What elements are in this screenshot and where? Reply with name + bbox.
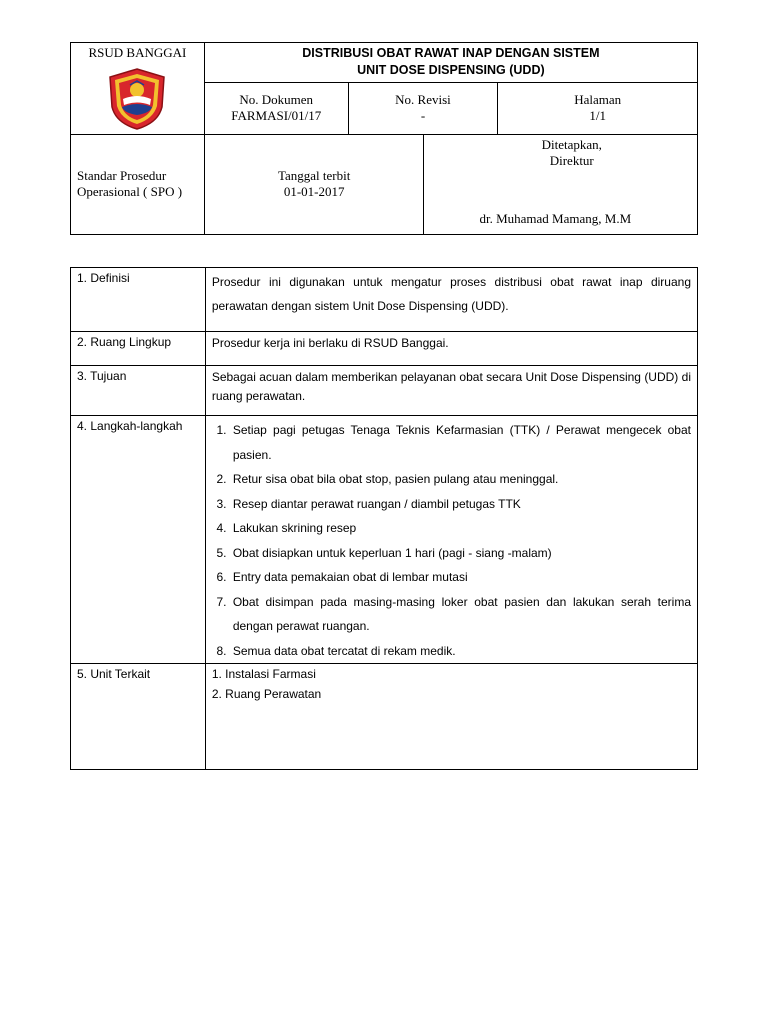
no-revisi-label: No. Revisi <box>395 92 451 107</box>
list-item: 1. Instalasi Farmasi <box>211 667 316 681</box>
tanggal-label: Tanggal terbit <box>277 168 351 183</box>
no-revisi-value: - <box>420 108 426 123</box>
tanggal-terbit-cell <box>204 135 424 235</box>
ruang-lingkup-text: Prosedur kerja ini berlaku di RSUD Banggai. <box>205 332 697 366</box>
langkah-list <box>212 418 691 663</box>
list-item: 3. Resep diantar perawat ruangan / diambil petugas TTK <box>230 492 691 517</box>
tujuan-label: 3. Tujuan <box>71 366 206 416</box>
hospital-cell <box>71 43 205 135</box>
table-row <box>71 268 698 332</box>
document-header-table <box>70 42 698 235</box>
halaman-label: Halaman <box>574 92 622 107</box>
table-row <box>71 366 698 416</box>
approval-cell <box>424 135 698 235</box>
hospital-logo-icon <box>106 67 168 131</box>
halaman-cell <box>498 83 698 135</box>
list-item: 4. Lakukan skrining resep <box>230 516 691 541</box>
langkah-label: 4. Langkah-langkah <box>71 416 206 664</box>
spo-line-1: Standar Prosedur <box>77 168 167 183</box>
hospital-name: RSUD BANGGAI <box>88 45 187 60</box>
unit-terkait-label: 5. Unit Terkait <box>71 664 206 770</box>
signatory-name: dr. Muhamad Mamang, M.M <box>479 211 632 226</box>
tanggal-value: 01-01-2017 <box>283 184 345 199</box>
table-row <box>71 416 698 664</box>
list-item: 6. Entry data pemakaian obat di lembar mutasi <box>230 565 691 590</box>
unit-terkait-content <box>205 664 697 770</box>
document-title <box>204 43 697 83</box>
no-dokumen-value: FARMASI/01/17 <box>231 108 322 123</box>
list-item: 8. Semua data obat tercatat di rekam medik. <box>230 639 691 664</box>
halaman-value: 1/1 <box>589 108 606 123</box>
list-item: 7. Obat disimpan pada masing-masing loker obat pasien dan lakukan serah terima dengan perawat ruangan. <box>230 590 691 639</box>
table-row <box>71 332 698 366</box>
table-row <box>71 664 698 770</box>
tujuan-text: Sebagai acuan dalam memberikan pelayanan obat secara Unit Dose Dispensing (UDD) di ruang perawatan. <box>205 366 697 416</box>
no-dokumen-label: No. Dokumen <box>239 92 314 107</box>
title-line-2: UNIT DOSE DISPENSING (UDD) <box>357 63 545 77</box>
list-item: 5. Obat disiapkan untuk keperluan 1 hari (pagi - siang -malam) <box>230 541 691 566</box>
ditetapkan-text: Ditetapkan, <box>541 137 602 152</box>
procedure-table <box>70 267 698 770</box>
spo-cell <box>71 135 205 235</box>
title-line-1: DISTRIBUSI OBAT RAWAT INAP DENGAN SISTEM <box>302 46 600 60</box>
no-revisi-cell <box>348 83 498 135</box>
list-item: 2. Retur sisa obat bila obat stop, pasien pulang atau meninggal. <box>230 467 691 492</box>
spo-line-2: Operasional ( SPO ) <box>77 184 183 199</box>
definisi-label: 1. Definisi <box>71 268 206 332</box>
langkah-content <box>205 416 697 664</box>
list-item: 2. Ruang Perawatan <box>211 687 322 701</box>
direktur-text: Direktur <box>549 153 594 168</box>
ruang-lingkup-label: 2. Ruang Lingkup <box>71 332 206 366</box>
list-item: 1. Setiap pagi petugas Tenaga Teknis Kefarmasian (TTK) / Perawat mengecek obat pasien. <box>230 418 691 467</box>
definisi-text: Prosedur ini digunakan untuk mengatur proses distribusi obat rawat inap diruang perawatan dengan sistem Unit Dose Dispensing (UDD). <box>205 268 697 332</box>
no-dokumen-cell <box>204 83 348 135</box>
